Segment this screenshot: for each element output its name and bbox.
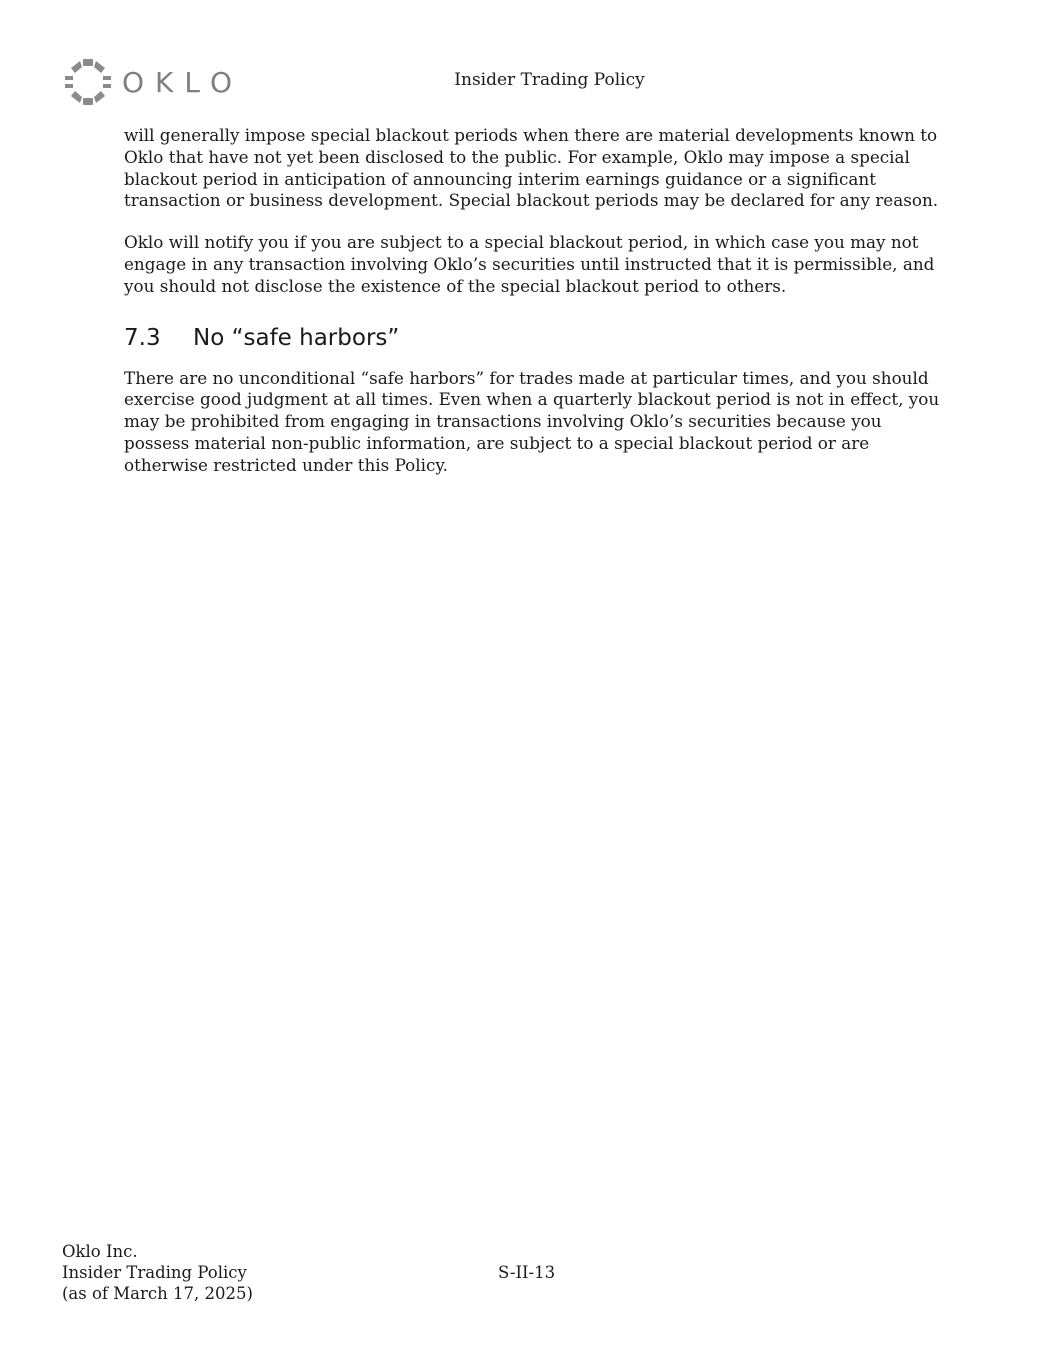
- body-paragraph-1: will generally impose special blackout periods when there are material developments known to Oklo that have not yet been disclosed to the public. For example, Oklo may impose a special blackout period in anticipation of announcing interim earnings guidance or a significant transaction or business development. Special blackout periods may be declared for any reason.: [124, 125, 939, 211]
- section-number: 7.3: [124, 324, 161, 351]
- footer-document-title: Insider Trading Policy: [62, 1263, 247, 1282]
- footer-info: [62, 1241, 253, 1304]
- footer-company: Oklo Inc.: [62, 1242, 138, 1261]
- section-title: No “safe harbors”: [193, 324, 400, 351]
- body-paragraph-2: Oklo will notify you if you are subject to a special blackout period, in which case you may not engage in any transaction involving Oklo’s securities until instructed that it is permissible, and you should not disclose the existence of the special blackout period to others.: [124, 232, 935, 296]
- footer-date: (as of March 17, 2025): [62, 1284, 253, 1303]
- page-number: S-II-13: [498, 1263, 556, 1282]
- section-heading: [124, 325, 944, 351]
- running-header-title: Insider Trading Policy: [454, 70, 645, 90]
- logo-wordmark: OKLO: [122, 65, 244, 99]
- document-body: [124, 125, 944, 497]
- section-paragraph: There are no unconditional “safe harbors” for trades made at particular times, and you should exercise good judgment at all times. Even when a quarterly blackout period is not in effect, you may be prohibited from engaging in transactions involving Oklo’s securities because you possess material non-public information, are subject to a special blackout period or are otherwise restricted under this Policy.: [124, 367, 940, 475]
